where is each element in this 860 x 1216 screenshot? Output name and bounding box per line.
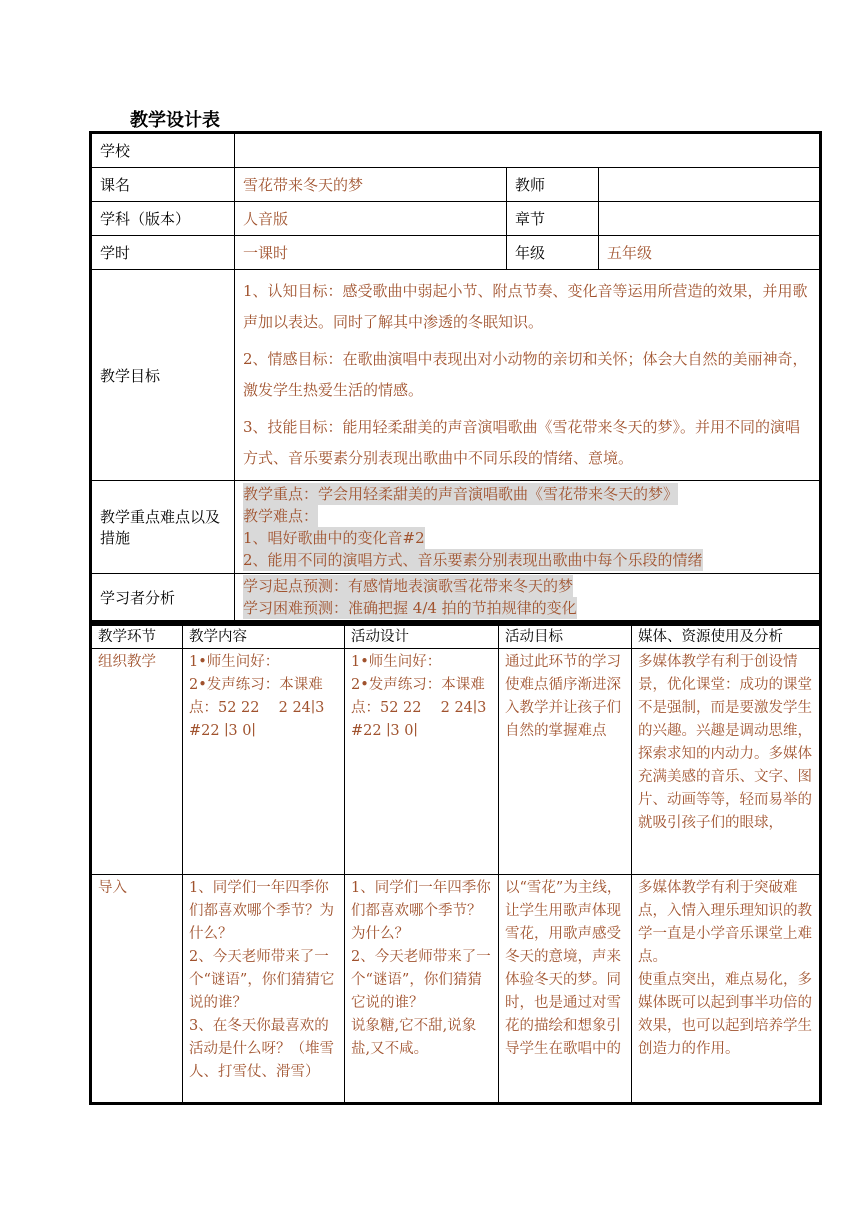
row-content: 1•师生问好： 2•发声练习：本课难点：52 22 2 24∣3 #22 ∣3 0∣ xyxy=(183,649,345,875)
process-header-row xyxy=(92,626,820,649)
row-media: 多媒体教学有利于创设情景，优化课堂：成功的课堂不是强制，而是要激发学生的兴趣。兴趣是调动思维，探索求知的内动力。多媒体充满美感的音乐、文字、图片、动画等等，轻而易举的就吸引孩子们的眼球， xyxy=(632,649,820,875)
learner-start: 学习起点预测：有感情地表演歌雪花带来冬天的梦 xyxy=(243,577,574,595)
teacher-value xyxy=(599,168,820,202)
goal-emotional: 2、情感目标：在歌曲演唱中表现出对小动物的亲切和关怀；体会大自然的美丽神奇，激发学生热爱生活的情感。 xyxy=(243,350,808,399)
row-stage: 组织教学 xyxy=(92,649,183,875)
goal-skill: 3、技能目标：能用轻柔甜美的声音演唱歌曲《雪花带来冬天的梦》。并用不同的演唱方式、音乐要素分别表现出歌曲中不同乐段的情绪、意境。 xyxy=(243,418,801,467)
teaching-process-table xyxy=(91,625,820,1103)
row-media: 多媒体教学有利于突破难点，入情入理乐理知识的教学一直是小学音乐课堂上难点。 使重点突出，难点易化，多媒体既可以起到事半功倍的效果，也可以起到培养学生创造力的作用。 xyxy=(632,875,820,1103)
goals-row xyxy=(92,270,820,481)
process-row xyxy=(92,875,820,1103)
row-goal: 以“雪花”为主线，让学生用歌声体现雪花，用歌声感受冬天的意境，声来体验冬天的梦。同时，也是通过对雪花的描绘和想象引导学生在歌唱中的 xyxy=(499,875,632,1103)
header-stage: 教学环节 xyxy=(92,626,183,649)
hours-row xyxy=(92,236,820,270)
header-media: 媒体、资源使用及分析 xyxy=(632,626,820,649)
subject-label: 学科（版本） xyxy=(92,202,235,236)
key-point-difficulty-1: 1、唱好歌曲中的变化音#2 xyxy=(243,529,425,547)
school-label: 学校 xyxy=(92,134,235,168)
key-points-cell xyxy=(235,481,820,574)
school-value xyxy=(235,134,820,168)
key-point-difficulty-2: 2、能用不同的演唱方式、音乐要素分别表现出歌曲中每个乐段的情绪 xyxy=(243,551,703,569)
row-activity: 1•师生问好： 2•发声练习：本课难点：52 22 2 24∣3 #22 ∣3 0∣ xyxy=(345,649,499,875)
subject-value: 人音版 xyxy=(235,202,507,236)
key-point-difficulty-title: 教学难点： xyxy=(243,507,319,525)
learner-label: 学习者分析 xyxy=(92,574,235,621)
goals-label: 教学目标 xyxy=(92,270,235,481)
course-value: 雪花带来冬天的梦 xyxy=(235,168,507,202)
course-label: 课名 xyxy=(92,168,235,202)
learner-cell xyxy=(235,574,820,621)
grade-value: 五年级 xyxy=(599,236,820,270)
document-title: 教学设计表 xyxy=(130,110,220,131)
school-row xyxy=(92,134,820,168)
chapter-label: 章节 xyxy=(507,202,599,236)
key-points-row xyxy=(92,481,820,574)
header-content: 教学内容 xyxy=(183,626,345,649)
learner-row xyxy=(92,574,820,621)
row-activity: 1、同学们一年四季你们都喜欢哪个季节？为什么？ 2、今天老师带来了一个“谜语”，你们猜猜它说的谁？ 说象糖,它不甜,说象盐,又不咸。 xyxy=(345,875,499,1103)
grade-label: 年级 xyxy=(507,236,599,270)
key-point-focus: 教学重点：学会用轻柔甜美的声音演唱歌曲《雪花带来冬天的梦》 xyxy=(243,485,679,503)
key-points-label: 教学重点难点以及措施 xyxy=(92,481,235,574)
row-stage: 导入 xyxy=(92,875,183,1103)
chapter-value xyxy=(599,202,820,236)
subject-row xyxy=(92,202,820,236)
row-goal: 通过此环节的学习使难点循序渐进深入教学并让孩子们自然的掌握难点 xyxy=(499,649,632,875)
hours-label: 学时 xyxy=(92,236,235,270)
row-content: 1、同学们一年四季你们都喜欢哪个季节？为什么？ 2、今天老师带来了一个“谜语”，你们猜猜它说的谁？ 3、在冬天你最喜欢的活动是什么呀？（堆雪人、打雪仗、滑雪） xyxy=(183,875,345,1103)
process-row xyxy=(92,649,820,875)
learner-difficulty: 学习困难预测：准确把握 4/4 拍的节拍规律的变化 xyxy=(243,599,577,617)
header-activity: 活动设计 xyxy=(345,626,499,649)
lesson-info-table xyxy=(91,133,820,621)
goals-cell xyxy=(235,270,820,481)
teacher-label: 教师 xyxy=(507,168,599,202)
hours-value: 一课时 xyxy=(235,236,507,270)
header-goal: 活动目标 xyxy=(499,626,632,649)
course-row xyxy=(92,168,820,202)
goal-cognitive: 1、认知目标：感受歌曲中弱起小节、附点节奏、变化音等运用所营造的效果，并用歌声加以表达。同时了解其中渗透的冬眠知识。 xyxy=(243,282,808,331)
